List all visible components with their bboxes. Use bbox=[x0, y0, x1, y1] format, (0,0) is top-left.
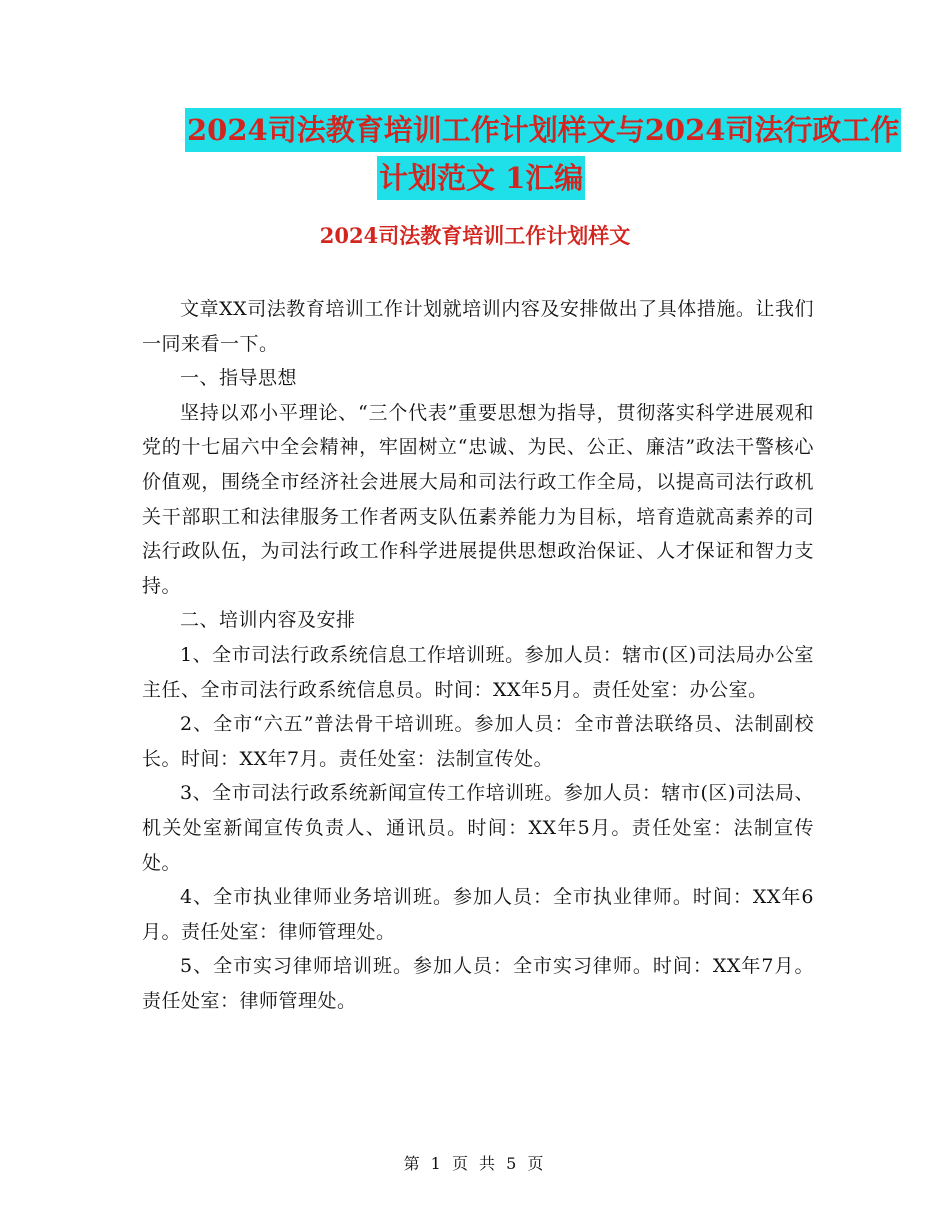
heading-training-content: 二、培训内容及安排 bbox=[180, 609, 356, 632]
document-body bbox=[142, 292, 814, 1018]
page-footer: 第 1 页 共 5 页 bbox=[403, 1154, 547, 1173]
training-item-3: 3、全市司法行政系统新闻宣传工作培训班。参加人员：辖市(区)司法局、机关处室新闻宣传负责人、通讯员。时间：XX年5月。责任处室：法制宣传处。 bbox=[142, 782, 814, 874]
intro-paragraph: 文章XX司法教育培训工作计划就培训内容及安排做出了具体措施。让我们一同来看一下。 bbox=[142, 298, 814, 355]
heading-guiding-thought: 一、指导思想 bbox=[180, 367, 298, 390]
title-line-2: 计划范文 1汇编 bbox=[377, 156, 585, 200]
title-line-1: 2024司法教育培训工作计划样文与2024司法行政工作 bbox=[185, 108, 901, 152]
section-title: 2024司法教育培训工作计划样文 bbox=[319, 223, 631, 248]
guiding-thought-paragraph: 坚持以邓小平理论、“三个代表”重要思想为指导，贯彻落实科学进展观和党的十七届六中全会精神，牢固树立“忠诚、为民、公正、廉洁”政法干警核心价值观，围绕全市经济社会进展大局和司法行政工作全局，以提高司法行政机关干部职工和法律服务工作者两支队伍素养能力为目标，培育造就高素养的司法行政队伍，为司法行政工作科学进展提供思想政治保证、人才保证和智力支持。 bbox=[142, 401, 814, 597]
training-item-4: 4、全市执业律师业务培训班。参加人员：全市执业律师。时间：XX年6月。责任处室：律师管理处。 bbox=[142, 886, 814, 943]
training-item-1: 1、全市司法行政系统信息工作培训班。参加人员：辖市(区)司法局办公室主任、全市司法行政系统信息员。时间：XX年5月。责任处室：办公室。 bbox=[142, 643, 814, 701]
training-item-5: 5、全市实习律师培训班。参加人员：全市实习律师。时间：XX年7月。责任处室：律师管理处。 bbox=[142, 955, 814, 1012]
training-item-2: 2、全市“六五”普法骨干培训班。参加人员：全市普法联络员、法制副校长。时间：XX年7月。责任处室：法制宣传处。 bbox=[142, 713, 814, 770]
